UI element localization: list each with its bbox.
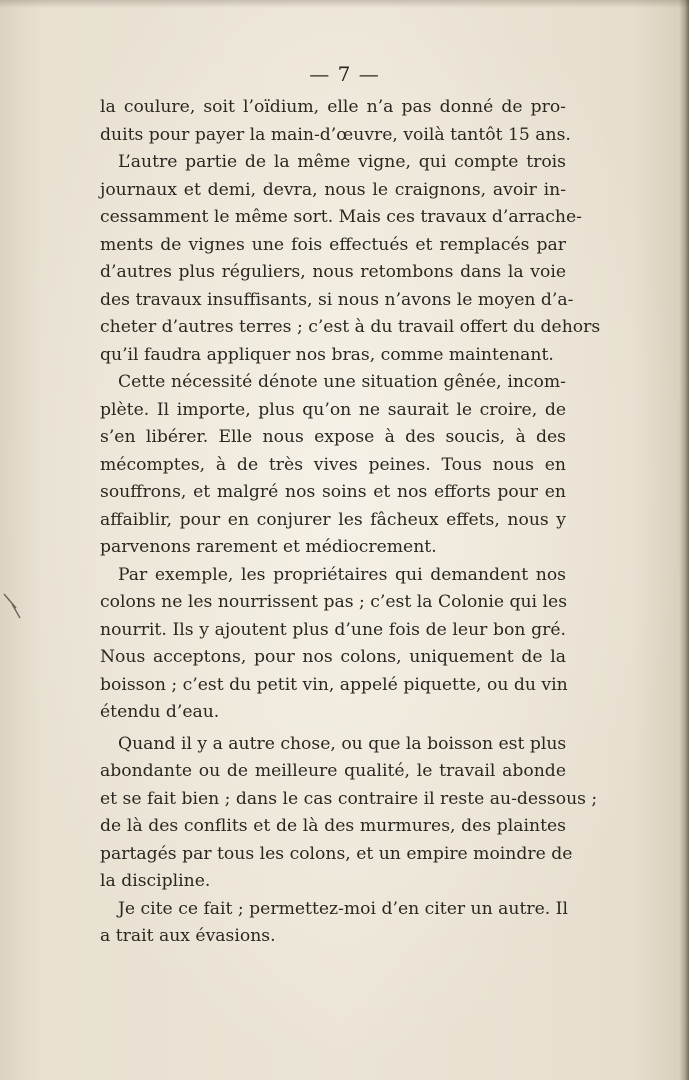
text-line: des travaux insuffisants, si nous n’avons le moyen d’a- bbox=[100, 289, 574, 310]
page-top-shadow bbox=[0, 0, 689, 8]
text-line: affaiblir, pour en conjurer les fâcheux effets, nous y bbox=[100, 509, 566, 530]
text-line: colons ne les nourrissent pas ; c’est la Colonie qui les bbox=[100, 592, 568, 612]
text-line: plète. Il importe, plus qu’on ne saurait le croire, de bbox=[100, 399, 566, 420]
text-line: boisson ; c’est du petit vin, appelé piquette, ou du vin bbox=[100, 674, 568, 695]
text-line: partagés par tous les colons, et un empire moindre de bbox=[100, 843, 573, 864]
text-line: de là des conflits et de là des murmures, des plaintes bbox=[100, 816, 566, 836]
text-line: qu’il faudra appliquer nos bras, comme maintenant. bbox=[100, 344, 554, 365]
text-line: et se fait bien ; dans le cas contraire il reste au-dessous ; bbox=[100, 788, 598, 809]
text-line: Nous acceptons, pour nos colons, uniquement de la bbox=[100, 647, 566, 667]
text-line: Je cite ce fait ; permettez-moi d’en citer un autre. Il bbox=[118, 898, 568, 919]
text-line: cheter d’autres terres ; c’est à du travail offert du dehors bbox=[100, 317, 601, 337]
text-line: L’autre partie de la même vigne, qui compte trois bbox=[118, 152, 566, 172]
text-line: nourrit. Ils y ajoutent plus d’une fois de leur bon gré. bbox=[100, 619, 566, 640]
text-line: cessamment le même sort. Mais ces travaux d’arrache- bbox=[100, 207, 582, 227]
body-text bbox=[100, 94, 601, 951]
text-line: Cette nécessité dénote une situation gênée, incom- bbox=[118, 372, 566, 392]
page-number: — 7 — bbox=[309, 62, 380, 86]
text-line: Quand il y a autre chose, ou que la boisson est plus bbox=[118, 733, 567, 754]
text-line: souffrons, et malgré nos soins et nos efforts pour en bbox=[100, 482, 566, 502]
text-line: ments de vignes une fois effectués et remplacés par bbox=[100, 234, 566, 255]
margin-mark-icon bbox=[2, 592, 24, 622]
text-line: a trait aux évasions. bbox=[100, 926, 276, 946]
text-line: Par exemple, les propriétaires qui demandent nos bbox=[118, 564, 566, 585]
page-spine-shadow bbox=[679, 0, 689, 1080]
text-line: d’autres plus réguliers, nous retombons dans la voie bbox=[100, 262, 566, 282]
text-line: la discipline. bbox=[100, 871, 211, 891]
text-line: abondante ou de meilleure qualité, le travail abonde bbox=[100, 761, 566, 781]
text-line: mécomptes, à de très vives peines. Tous nous en bbox=[100, 454, 566, 475]
text-line: parvenons rarement et médiocrement. bbox=[100, 537, 437, 557]
text-line: étendu d’eau. bbox=[100, 702, 220, 722]
text-line: journaux et demi, devra, nous le craignons, avoir in- bbox=[100, 179, 566, 200]
text-line: duits pour payer la main-d’œuvre, voilà tantôt 15 ans. bbox=[100, 124, 571, 145]
text-line: la coulure, soit l’oïdium, elle n’a pas donné de pro- bbox=[100, 97, 566, 117]
text-line: s’en libérer. Elle nous expose à des soucis, à des bbox=[100, 427, 566, 447]
